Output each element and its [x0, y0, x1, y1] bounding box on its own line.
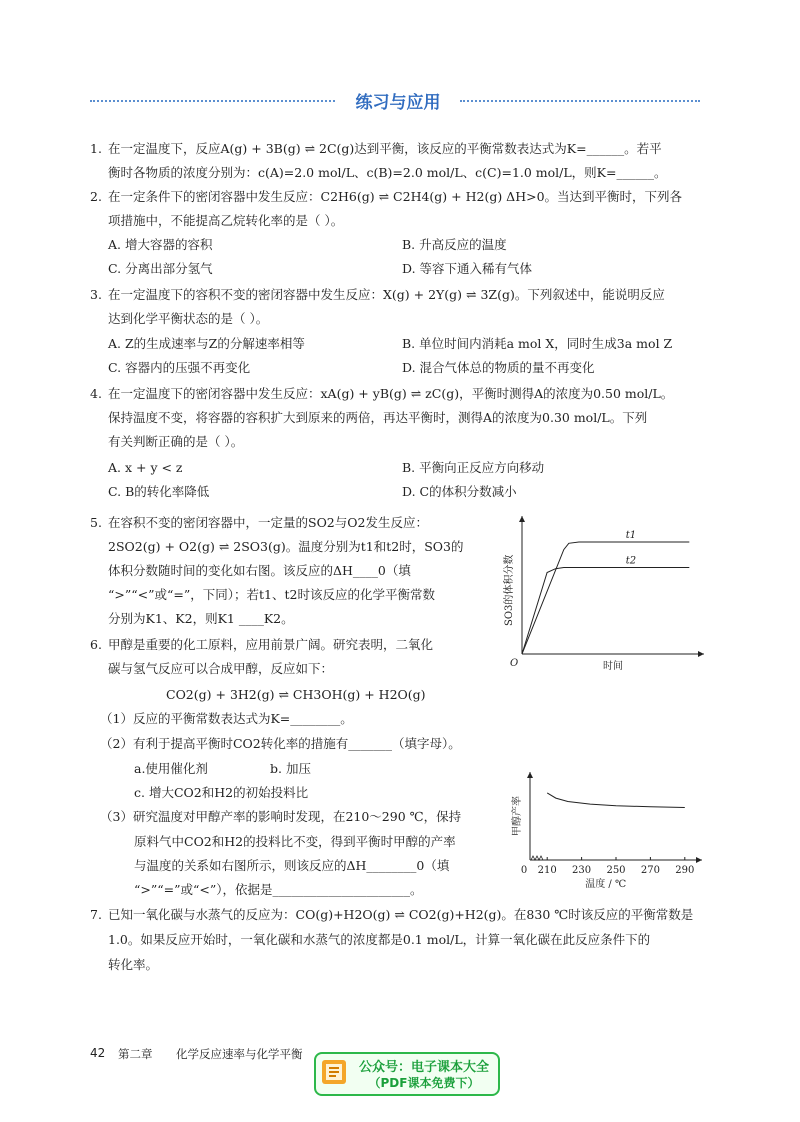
q6-line1: 甲醇是重要的化工原料，应用前景广阔。研究表明，二氧化: [108, 637, 434, 652]
q7-line2: 1.0。如果反应开始时，一氧化碳和水蒸气的浓度都是0.1 mol/L，计算一氧化碳在此反应条件下的: [108, 932, 651, 947]
q3-option-b: B. 单位时间内消耗a mol X，同时生成3a mol Z: [402, 336, 673, 351]
q6-part1: （1）反应的平衡常数表达式为K=________。: [100, 711, 353, 726]
q3-line1: 在一定温度下的容积不变的密闭容器中发生反应：X(g) + 2Y(g) ⇌ 3Z(g)。下列叙述中，能说明反应: [108, 287, 665, 302]
methanol-chart-labels: [510, 796, 694, 890]
so3-fraction-chart: [496, 512, 706, 674]
q2-option-a: A. 增大容器的容积: [108, 237, 213, 252]
book-icon: [320, 1057, 348, 1087]
x-tick-label-250: 250: [606, 865, 626, 876]
series-line-t2: [522, 568, 689, 655]
methanol-chart-axes: [527, 772, 702, 863]
series-label-t1: t1: [625, 530, 637, 541]
q6-equation: CO2(g) + 3H2(g) ⇌ CH3OH(g) + H2O(g): [166, 687, 426, 702]
q2-option-d: D. 等容下通入稀有气体: [402, 261, 533, 276]
q7-number: 7.: [90, 907, 102, 922]
q6-part3-line3: 与温度的关系如右图所示，则该反应的ΔH________0（填: [134, 858, 450, 873]
watermark-banner: [314, 1052, 500, 1096]
watermark-line2: （PDF课本免费下）: [368, 1076, 480, 1090]
q2-option-b: B. 升高反应的温度: [402, 237, 507, 252]
q2-line2: 项措施中，不能提高乙烷转化率的是（ ）。: [108, 213, 344, 228]
x-tick-label-210: 210: [537, 865, 557, 876]
q6-part3-line2: 原料气中CO2和H2的投料比不变，得到平衡时甲醇的产率: [134, 834, 456, 849]
x-tick-label-270: 270: [640, 865, 660, 876]
q4-line3: 有关判断正确的是（ ）。: [108, 434, 244, 449]
origin-label: O: [510, 658, 519, 669]
q5-number: 5.: [90, 515, 102, 530]
axis-break-icon: [531, 856, 543, 860]
q6-part2-option-c: c. 增大CO2和H2的初始投料比: [134, 785, 309, 800]
q6-part3-line4: “>”“=”或“<”），依据是______________________。: [134, 882, 423, 897]
q6-part2: （2）有利于提高平衡时CO2转化率的措施有_______（填字母）。: [100, 736, 461, 751]
q3-line2: 达到化学平衡状态的是（ ）。: [108, 311, 269, 326]
q4-number: 4.: [90, 386, 102, 401]
methanol-chart-series: [547, 793, 685, 808]
page-number: 42: [90, 1046, 106, 1060]
q7-line1: 已知一氧化碳与水蒸气的反应为：CO(g)+H2O(g) ⇌ CO2(g)+H2(g)。在830 ℃时该反应的平衡常数是: [108, 907, 694, 922]
q3-number: 3.: [90, 287, 102, 302]
chapter-label: 第二章: [118, 1047, 153, 1061]
y-axis-label: 甲醇产率: [512, 796, 523, 836]
q5-line1: 在容积不变的密闭容器中，一定量的SO2与O2发生反应：: [108, 515, 428, 530]
x-axis-label: 时间: [602, 661, 623, 672]
header-divider-left: [90, 100, 335, 102]
q1-line2: 衡时各物质的浓度分别为：c(A)=2.0 mol/L、c(B)=2.0 mol/L、c(C)=1.0 mol/L，则K=______。: [108, 165, 667, 180]
methanol-yield-chart: [500, 770, 706, 890]
q5-line3: 体积分数随时间的变化如右图。该反应的ΔH____0（填: [108, 563, 411, 578]
x-axis-label: 温度 / ℃: [585, 879, 627, 890]
q3-option-d: D. 混合气体总的物质的量不再变化: [402, 360, 595, 375]
so3-chart-axes: [519, 516, 704, 657]
header-divider-right: [460, 100, 700, 102]
q4-option-c: C. B的转化率降低: [108, 484, 210, 499]
series-line-methanol-yield: [547, 793, 685, 808]
q1-number: 1.: [90, 141, 102, 156]
q5-line2: 2SO2(g) + O2(g) ⇌ 2SO3(g)。温度分别为t1和t2时，SO3的: [108, 539, 464, 554]
q7-line3: 转化率。: [108, 957, 159, 972]
q4-line2: 保持温度不变，将容器的容积扩大到原来的两倍，再达平衡时，测得A的浓度为0.30 mol/L。下列: [108, 410, 648, 425]
x-tick-label-230: 230: [572, 865, 592, 876]
q6-line2: 碳与氢气反应可以合成甲醇，反应如下：: [108, 661, 334, 676]
section-header: [90, 90, 700, 113]
series-line-t1: [522, 542, 689, 654]
watermark-line1: 公众号：电子课本大全: [358, 1060, 489, 1075]
q4-option-b: B. 平衡向正反应方向移动: [402, 460, 545, 475]
q4-option-d: D. C的体积分数减小: [402, 484, 517, 499]
q2-option-c: C. 分离出部分氢气: [108, 261, 213, 276]
q6-part2-option-a: a.使用催化剂: [134, 761, 208, 776]
series-label-t2: t2: [625, 555, 637, 567]
y-axis-arrow-icon: [527, 772, 533, 778]
y-axis-label: SO3的体积分数: [504, 554, 515, 626]
so3-chart-series: [522, 542, 689, 654]
q2-line1: 在一定条件下的密闭容器中发生反应：C2H6(g) ⇌ C2H4(g) + H2(g) ΔH>0。当达到平衡时，下列各: [108, 189, 683, 204]
x-axis-arrow-icon: [696, 857, 702, 863]
chapter-title: 化学反应速率与化学平衡: [176, 1047, 303, 1061]
q1-line1: 在一定温度下，反应A(g) + 3B(g) ⇌ 2C(g)达到平衡，该反应的平衡常数表达式为K=______。若平: [108, 141, 662, 156]
q5-line5: 分别为K1、K2，则K1 ____K2。: [108, 611, 294, 626]
x-tick-label-290: 290: [675, 865, 695, 876]
x-axis-arrow-icon: [698, 651, 704, 657]
q5-line4: “>”“<”或“=”，下同）；若t1、t2时该反应的化学平衡常数: [108, 587, 435, 602]
y-axis-arrow-icon: [519, 516, 525, 522]
q3-option-c: C. 容器内的压强不再变化: [108, 360, 251, 375]
q3-option-a: A. Z的生成速率与Z的分解速率相等: [108, 336, 305, 351]
origin-label: 0: [520, 865, 528, 876]
q2-number: 2.: [90, 189, 102, 204]
q4-option-a: A. x + y < z: [108, 460, 183, 475]
q6-number: 6.: [90, 637, 102, 652]
section-title: 练习与应用: [355, 93, 441, 113]
q6-part3-line1: （3）研究温度对甲醇产率的影响时发现，在210～290 ℃，保持: [100, 809, 462, 824]
q4-line1: 在一定温度下的密闭容器中发生反应：xA(g) + yB(g) ⇌ zC(g)，平衡时测得A的浓度为0.50 mol/L。: [108, 386, 674, 401]
q6-part2-option-b: b. 加压: [270, 761, 311, 776]
